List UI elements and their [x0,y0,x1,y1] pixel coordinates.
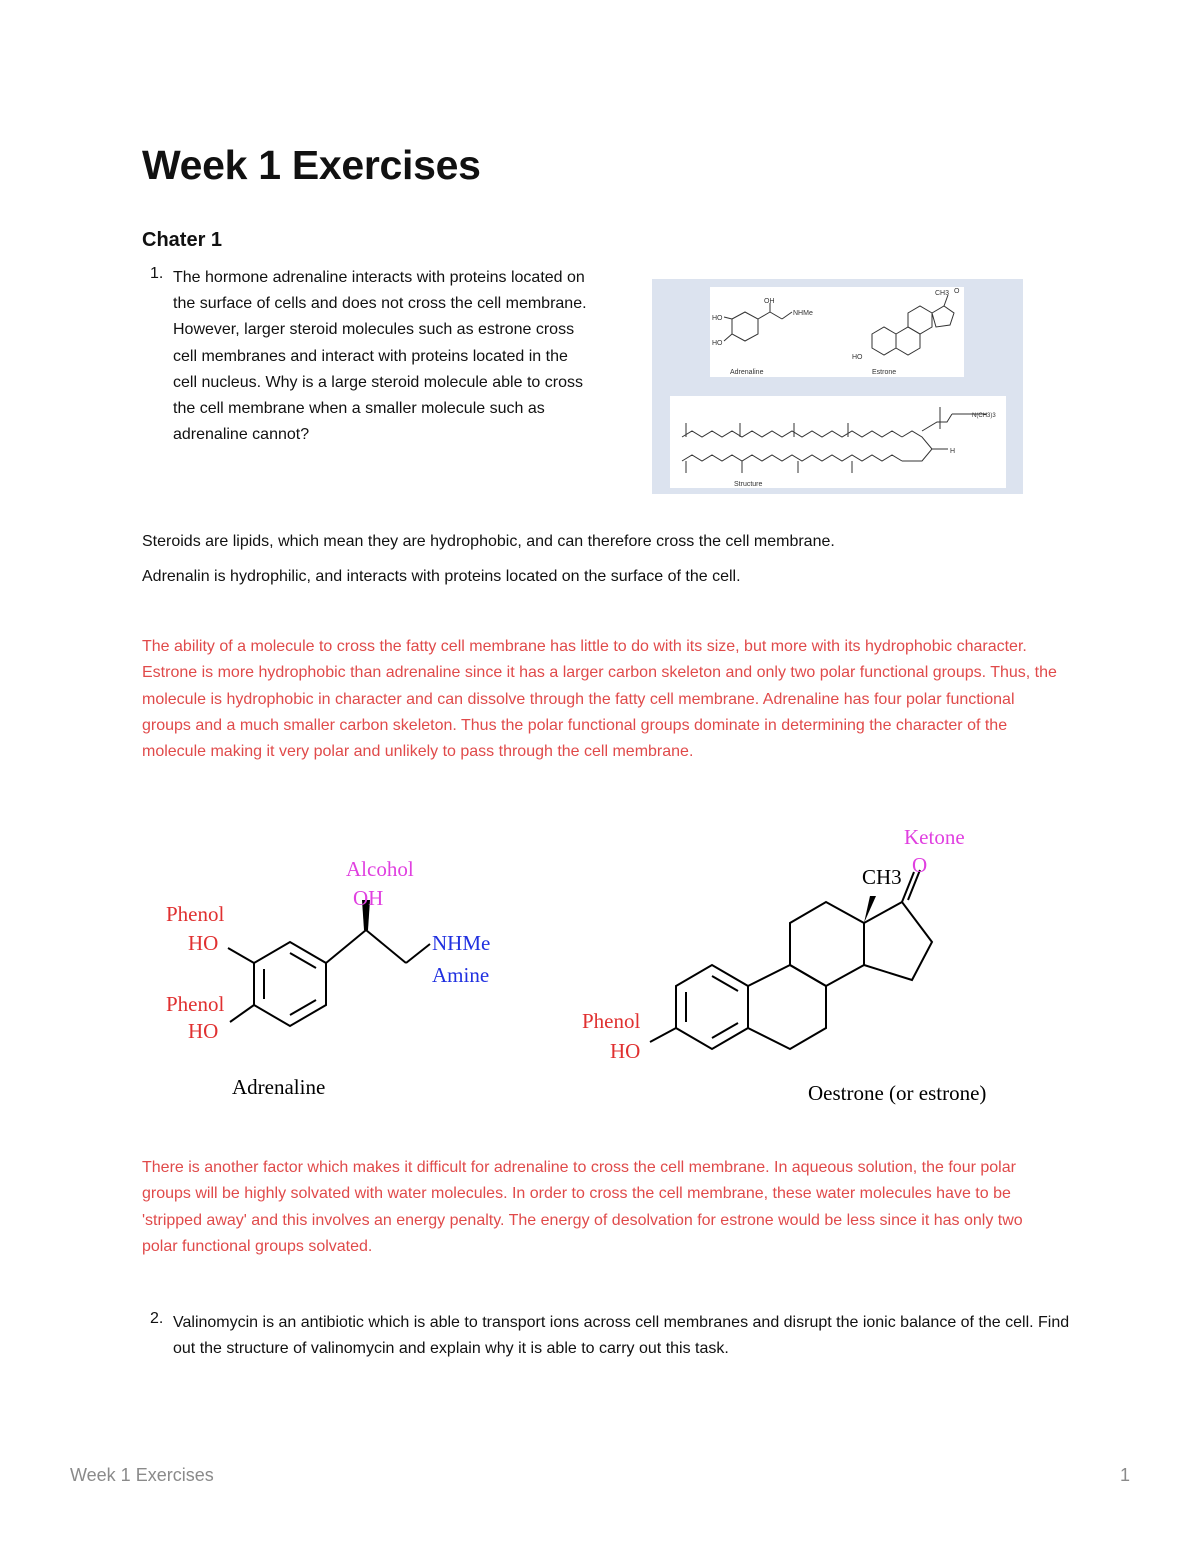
oestrone-ho: HO [610,1039,641,1063]
mini-ho1-label: HO [712,315,723,322]
adrenaline-nhme: NHMe [432,931,491,955]
adrenaline-ho-1: HO [188,931,219,955]
adrenaline-ho-2: HO [188,1019,219,1043]
functional-groups-figure [150,820,1050,1120]
mini-adrenaline-caption: Adrenaline [730,369,764,376]
question-2-number: 2. [150,1310,164,1327]
mini-o-label: O [954,288,960,295]
mini-ho-estrone-label: HO [852,354,863,361]
lipid-panel [670,396,1006,488]
adrenaline-name: Adrenaline [232,1075,326,1099]
mini-ho2-label: HO [712,340,723,347]
alcohol-label: Alcohol [346,857,414,881]
oestrone-o: O [912,853,928,877]
oestrone-name: Oestrone (or estrone) [808,1081,987,1105]
explanation-1: The ability of a molecule to cross the fatty cell membrane has little to do with its size, but more with its hydrophobic character. Estrone is more hydrophobic than adrenaline since it has a larger carbon skeleton and only two polar functional groups. Thus, the molecule is hydrophobic in character and can dissolve through the fatty cell membrane. Adrenaline has four polar functional groups and a much smaller carbon skeleton. Thus the polar functional groups dominate in determining the character of the molecule making it very polar and unlikely to pass through the cell membrane. [142,638,1057,761]
explanation-2: There is another factor which makes it difficult for adrenaline to cross the cell membrane. In aqueous solution, the four polar groups will be highly solvated with water molecules. In order to cross the cell membrane, these water molecules have to be 'stripped away' and this involves an energy penalty. The energy of desolvation for estrone would be less since it has only two polar functional groups solvated. [142,1159,1023,1255]
question-1-text: The hormone adrenaline interacts with proteins located on the surface of cells and does not cross the cell membrane. However, larger steroid molecules such as estrone cross cell membranes and interact with proteins located in the cell nucleus. Why is a large steroid molecule able to cross the cell membrane when a smaller molecule such as adrenaline cannot? [173,269,587,444]
mini-ch3-label: CH3 [935,290,950,297]
amine-label: Amine [432,963,490,987]
phenol-2-label: Phenol [166,992,225,1016]
mini-estrone-caption: Estrone [872,369,897,376]
mini-oh-label: OH [764,298,775,305]
mini-nme3-label: N(CH3)3 [972,413,996,419]
question-1-figure [652,279,1023,494]
footer-page-number: 1 [1120,1465,1131,1485]
molecules-panel [710,287,964,377]
oestrone-phenol-label: Phenol [582,1009,641,1033]
adrenaline-structure [228,930,430,1026]
phenol-1-label: Phenol [166,902,225,926]
question-2-text: Valinomycin is an antibiotic which is able to transport ions across cell membranes and disrupt the ionic balance of the cell. Find out the structure of valinomycin and explain why it is able to carry out this task. [173,1314,1070,1358]
ketone-label: Ketone [904,825,965,849]
question-1-number: 1. [150,265,164,282]
oestrone-structure [650,870,932,1049]
chapter-heading: Chater 1 [142,229,223,251]
oestrone-ch3: CH3 [862,865,902,889]
answer-1 [142,529,1102,599]
mini-nhme-label: NHMe [793,310,813,317]
answer-1-line-1: Steroids are lipids, which mean they are hydrophobic, and can therefore cross the cell membrane. [142,533,835,550]
adrenaline-oh: OH [353,886,384,910]
mini-h-label: H [950,448,956,455]
answer-1-line-2: Adrenalin is hydrophilic, and interacts with proteins located on the surface of the cell. [142,568,741,585]
page-title: Week 1 Exercises [142,142,481,188]
mini-structure-caption: Structure [734,481,763,488]
footer-title: Week 1 Exercises [70,1465,214,1485]
